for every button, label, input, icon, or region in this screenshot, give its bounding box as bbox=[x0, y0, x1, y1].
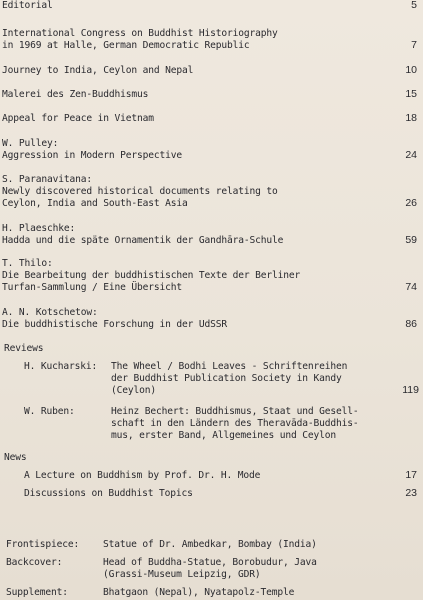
toc-paranavitana-author: S. Paranavitana: bbox=[2, 174, 93, 185]
credit-supplement-value: Bhatgaon (Nepal), Nyatapolz-Temple bbox=[103, 587, 295, 598]
toc-thilo-author: T. Thilo: bbox=[2, 258, 53, 269]
news-lecture-page: 17 bbox=[405, 469, 417, 481]
toc-plaeschke-page: 59 bbox=[405, 234, 417, 246]
toc-kotschetow-author: A. N. Kotschetow: bbox=[2, 307, 98, 318]
reviews-heading: Reviews bbox=[4, 343, 44, 354]
review-ruben-line1: Heinz Bechert: Buddhismus, Staat und Gesell- bbox=[111, 406, 359, 417]
toc-editorial-title: Editorial bbox=[2, 0, 53, 11]
toc-plaeschke-author: H. Plaeschke: bbox=[2, 223, 76, 234]
credit-backcover-label: Backcover: bbox=[6, 557, 63, 568]
toc-thilo-line2: Turfan-Sammlung / Eine Übersicht bbox=[2, 282, 183, 293]
toc-appeal-page: 18 bbox=[405, 112, 417, 124]
toc-pulley-page: 24 bbox=[405, 149, 417, 161]
news-lecture-title: A Lecture on Buddhism by Prof. Dr. H. Mode bbox=[24, 470, 261, 481]
toc-plaeschke-title: Hadda und die späte Ornamentik der Gandhāra-Schule bbox=[2, 235, 284, 246]
credit-backcover-line2: (Grassi-Museum Leipzig, GDR) bbox=[103, 569, 261, 580]
toc-editorial-page: 5 bbox=[411, 0, 417, 11]
toc-thilo-page: 74 bbox=[405, 281, 417, 293]
credit-frontispiece-value: Statue of Dr. Ambedkar, Bombay (India) bbox=[103, 539, 317, 550]
review-ruben-line2: schaft in den Ländern des Theravāda-Buddhis- bbox=[111, 418, 359, 429]
toc-congress-line1: International Congress on Buddhist Historiography bbox=[2, 28, 278, 39]
toc-congress-page: 7 bbox=[411, 39, 417, 51]
review-kucharski-page: 119 bbox=[402, 384, 419, 396]
review-kucharski-line1: The Wheel / Bodhi Leaves - Schriftenreihen bbox=[111, 361, 348, 372]
review-ruben-line3: mus, erster Band, Allgemeines und Ceylon bbox=[111, 430, 337, 441]
news-discussions-title: Discussions on Buddhist Topics bbox=[24, 488, 193, 499]
review-kucharski-line2: der Buddhist Publication Society in Kandy bbox=[111, 373, 342, 384]
review-kucharski-author: H. Kucharski: bbox=[24, 361, 98, 372]
toc-pulley-author: W. Pulley: bbox=[2, 138, 59, 149]
toc-malerei-page: 15 bbox=[405, 88, 417, 100]
credit-frontispiece-label: Frontispiece: bbox=[6, 539, 80, 550]
credit-supplement-label: Supplement: bbox=[6, 587, 68, 598]
toc-pulley-title: Aggression in Modern Perspective bbox=[2, 150, 183, 161]
toc-thilo-line1: Die Bearbeitung der buddhistischen Texte der Berliner bbox=[2, 270, 301, 281]
credit-backcover-line1: Head of Buddha-Statue, Borobudur, Java bbox=[103, 557, 317, 568]
toc-paranavitana-line1: Newly discovered historical documents relating to bbox=[2, 186, 278, 197]
toc-appeal-title: Appeal for Peace in Vietnam bbox=[2, 113, 154, 124]
toc-congress-line2: in 1969 at Halle, German Democratic Republic bbox=[2, 40, 250, 51]
toc-journey-page: 10 bbox=[405, 64, 417, 76]
review-kucharski-line3: (Ceylon) bbox=[111, 385, 157, 396]
toc-journey-title: Journey to India, Ceylon and Nepal bbox=[2, 65, 194, 76]
news-discussions-page: 23 bbox=[405, 487, 417, 499]
toc-kotschetow-title: Die buddhistische Forschung in der UdSSR bbox=[2, 319, 228, 330]
toc-kotschetow-page: 86 bbox=[405, 318, 417, 330]
review-ruben-author: W. Ruben: bbox=[24, 406, 75, 417]
toc-malerei-title: Malerei des Zen-Buddhismus bbox=[2, 89, 149, 100]
news-heading: News bbox=[4, 452, 27, 463]
toc-paranavitana-line2: Ceylon, India and South-East Asia bbox=[2, 198, 188, 209]
toc-paranavitana-page: 26 bbox=[405, 197, 417, 209]
